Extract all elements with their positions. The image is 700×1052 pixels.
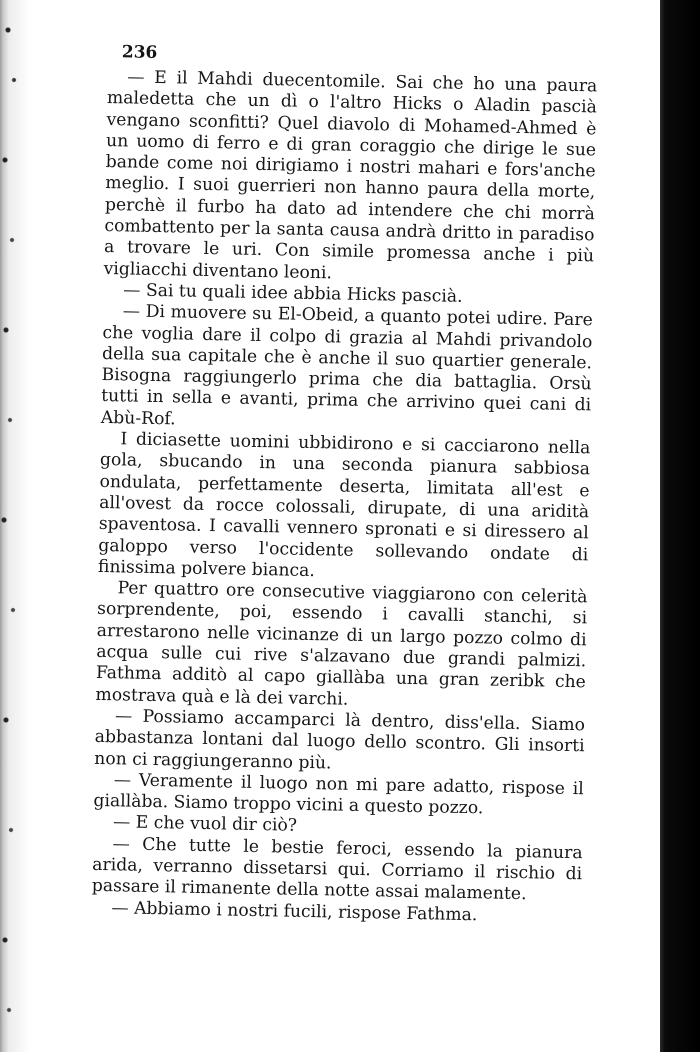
paragraph: — E il Mahdi duecentomile. Sai che ho una paura maledetta che un dì o l'altro Hicks o Aladin pascià vengano sconfitti? Quel diavolo di Mohamed-Ahmed è un uomo di ferro e di gran coraggio che dirige le sue bande come noi dirigiamo i nostri mahari e fors'anche meglio. I suoi guerrieri non hanno paura della morte, perchè il furbo ha dato ad intendere che chi morrà combattento per la santa causa andrà dritto in paradiso a trovare le uri. Con simile promessa anche i più vigliacchi diventano leoni.: [103, 67, 598, 284]
page-number: 236: [121, 42, 158, 63]
paragraph: — Possiamo accamparci là dentro, diss'ella. Siamo abbastanza lontani dal luogo dello scontro. Gli insorti non ci raggiungeranno più.: [94, 706, 586, 773]
paragraph: — Veramente il luogo non mi pare adatto, rispose il giallàba. Siamo troppo vicini a questo pozzo.: [93, 770, 584, 819]
page-left-edge-shadow: [0, 0, 34, 1052]
paragraph: I diciasette uomini ubbidirono e si cacciarono nella gola, sbucando in una seconda pianura sabbiosa ondulata, perfettamente deserta, limitata all'est e all'ovest da rocce colossali, dirupate, di una aridità spaventosa. I cavalli vennero spronati e si diressero al galoppo verso l'occidente sollevando ondate di finissima polvere bianca.: [97, 429, 591, 581]
body-text: [91, 67, 597, 928]
book-page: [91, 44, 598, 928]
paragraph: — Sai tu quali idee abbia Hicks pascià.: [123, 280, 463, 307]
scan-right-border: [660, 0, 700, 1052]
paragraph: — Di muovere su El-Obeid, a quanto potei udire. Pare che voglia dare il colpo di grazia al Mahdi privandolo della sua capitale che è anche il suo quartier generale. Bisogna raggiungerlo prima che dia battaglia. Orsù tutti in sella e avanti, prima che arrivino quei cani di Abù-Rof.: [100, 301, 593, 430]
paragraph: Per quattro ore consecutive viaggiarono con celerità sorprendente, poi, essendo i cavalli stanchi, si arrestarono nelle vicinanze di un largo pozzo colmo di acqua sulle cui rive s'alzavano due grandi palmizi. Fathma additò al capo giallàba una gran zeribk che mostrava quà e là dei varchi.: [95, 578, 588, 710]
paragraph: — Abbiamo i nostri fucili, rispose Fathma.: [111, 897, 478, 925]
paragraph: — E che vuol dir ciò?: [112, 812, 298, 837]
paragraph: — Che tutte le bestie feroci, essendo la pianura arida, verranno dissetarsi qui. Corriamo il rischio di passare il rimanente della notte assai malamente.: [91, 833, 583, 905]
